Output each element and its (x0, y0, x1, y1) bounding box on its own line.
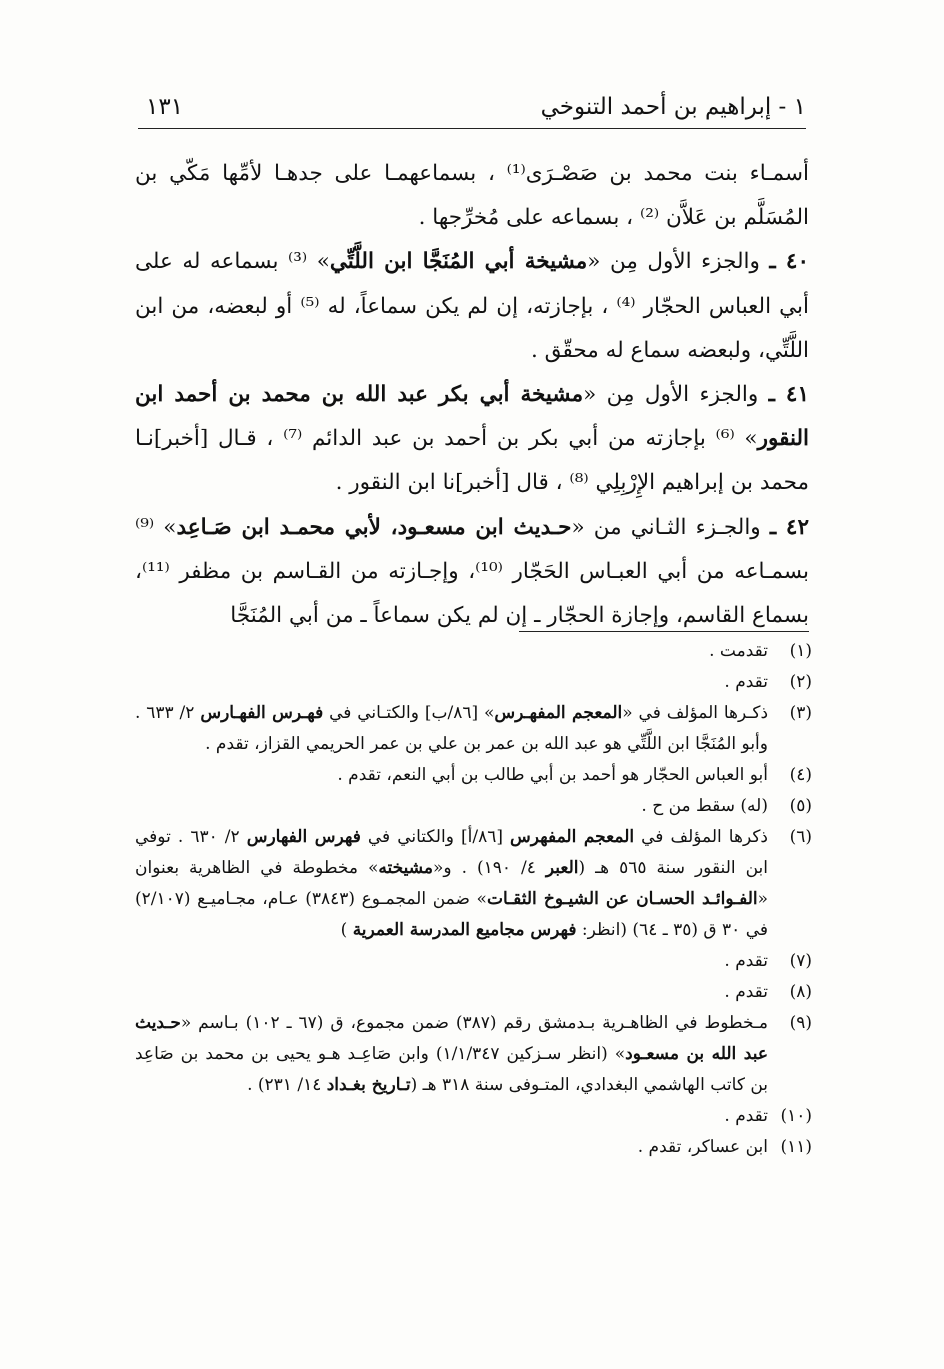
paragraph-1: أسمـاء بنت محمد بن صَصْـرَى⁽¹⁾ ، بسماعهمـا على جدهـا لأمِّها مَكّي بن المُسَلَّم بن عَلاَّن ⁽²⁾ ، بسماعه على مُخرِّجها . (135, 161, 809, 231)
footnote (135, 760, 812, 791)
footnote-number: (٧) (789, 951, 812, 971)
footnote (135, 636, 812, 667)
footnote-divider (519, 631, 809, 632)
footnote (135, 946, 812, 977)
entry-number: ٤٢ ـ (769, 514, 809, 540)
footnote-text: تقدم . (724, 672, 768, 692)
footnote-text: مـخطوط في الظاهـرية بـدمشق رقم (٣٨٧) ضمن مجموع، ق (٦٧ ـ ١٠٢) بـاسم «حـديث عبد الله بن مسعـود» (انظر سـزكين ١/١/٣٤٧) وابن صَاعِـد هـو يحيى بن محمد بن صَاعِد بن كاتب الهاشمي البغدادي، المتـوفى سنة ٣١٨ هـ (تـاريخ بغـداد ١٤/ ٢٣١) . (135, 1013, 768, 1095)
footnote-text: تقدم . (724, 1106, 768, 1126)
footnote-text: (له) سقط من ح . (641, 796, 768, 816)
footnote-number: (١١) (780, 1137, 812, 1157)
footnote (135, 822, 812, 946)
entry-number: ٤٠ ـ (769, 249, 810, 275)
book-title: حـديث ابن مسعـود، لأبي محمـد ابن صَـاعِد (176, 514, 572, 540)
entry-number: ٤١ ـ (768, 382, 809, 408)
footnote-number: (٤) (789, 765, 812, 785)
running-head (138, 88, 806, 129)
footnote-number: (٦) (789, 827, 812, 847)
footnote-number: (٢) (789, 672, 812, 692)
footnote-number: (٣) (789, 703, 812, 723)
paragraph-41: ٤١ ـ والجزء الأول مِن «مشيخة أبي بكر عبد الله بن محمد بن أحمد ابن النقور» ⁽⁶⁾ بإجازته من أبي بكر بن أحمد بن عبد الدائم ⁽⁷⁾ ، قـال [أخبر]نـا محمد بن إبراهيم الإِرْبِلِي ⁽⁸⁾ ، قال [أخبر]نا ابن النقور . (135, 382, 809, 496)
footnote-text: ابن عساكر، تقدم . (637, 1137, 768, 1157)
page-number: ١٣١ (146, 94, 184, 120)
footnotes (135, 636, 812, 1163)
footnote (135, 977, 812, 1008)
footnote-number: (١) (789, 641, 812, 661)
footnote-text: ذكـرها المؤلف في «المعجم المفهـرس» [٨٦/ب] والكتـاني في فهـرس الفهـارس ٢/ ٦٣٣ . وأبو المُنَجَّا ابن اللَّتِّي هو عبد الله بن عمر بن علي بن عمر الحريمي القزاز، تقدم . (135, 703, 769, 754)
book-title: مشيخة أبي المُنَجَّا ابن اللَّتِّي (329, 249, 588, 275)
running-title: ١ - إبراهيم بن أحمد التنوخي (540, 94, 806, 120)
paragraph-42: ٤٢ ـ والجـزء الثـاني من «حـديث ابن مسعـود، لأبي محمـد ابن صَـاعِد» ⁽⁹⁾ بسمـاعه من أبي العبـاس الحَجّار ⁽¹⁰⁾، وإجـازته من القـاسم بن مظفر ⁽¹¹⁾، بسماع القاسم، وإجازة الحجّار ـ إن لم يكن سماعاً ـ من أبي المُنَجَّا (135, 514, 809, 629)
footnote-text: تقدمت . (709, 641, 768, 661)
footnote-number: (٨) (789, 982, 812, 1002)
footnote-number: (٥) (789, 796, 812, 816)
footnote (135, 1101, 812, 1132)
footnote-text: تقدم . (724, 951, 768, 971)
paragraph-40: ٤٠ ـ والجزء الأول مِن «مشيخة أبي المُنَجَّا ابن اللَّتِّي» ⁽³⁾ بسماعه له على أبي العباس الحجّار ⁽⁴⁾ ، بإجازته، إن لم يكن سماعاً، له ⁽⁵⁾ أو لبعضه، من ابن اللَّتِّي، ولبعضه سماع له محقّق . (135, 249, 810, 363)
footnote (135, 791, 812, 822)
footnote (135, 667, 812, 698)
footnote-text: أبو العباس الحجّار هو أحمد بن أبي طالب بن أبي النعم، تقدم . (337, 765, 768, 785)
footnote (135, 1132, 812, 1163)
footnote-number: (١٠) (780, 1106, 812, 1126)
footnote (135, 1008, 812, 1101)
book-title: مشيخة أبي بكر عبد الله بن محمد بن أحمد ابن النقور (135, 382, 809, 452)
footnote (135, 698, 812, 760)
footnote-text: ذكرها المؤلف في المعجم المفهرس [٨٦/أ] والكتاني في فهرس الفهارس ٢/ ٦٣٠ . توفي ابن النقور سنة ٥٦٥ هـ (العبر ٤/ ١٩٠) . و«مشيخته» مخطوطة في الظاهرية بعنوان «الفـوائـد الحسـان عن الشيـوخ الثقـات» ضمن المجمـوع (٣٨٤٣) عـام، مجـاميـع (٢/١٠٧) في ٣٠ ق (٣٥ ـ ٦٤) (انظر: فهرس مجاميع المدرسة العمرية ) (135, 827, 769, 940)
footnote-number: (٩) (789, 1013, 812, 1033)
main-text (135, 152, 809, 638)
footnote-text: تقدم . (724, 982, 768, 1002)
